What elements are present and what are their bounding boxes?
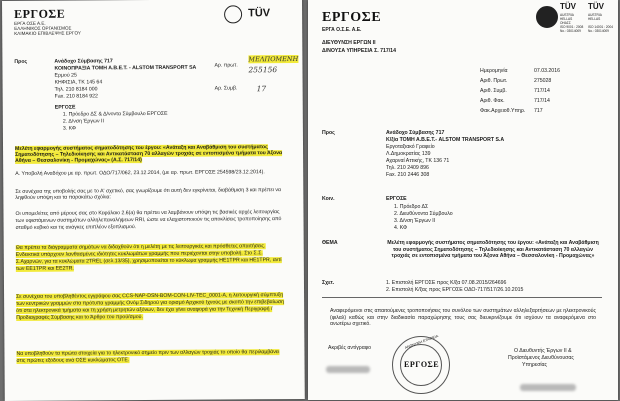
rel-line-2: 2. Επιστολή Κ/ξας προς ΕΡΓΟΣΕ ΟΔΟ-717/517/26.10.2015: [386, 287, 524, 293]
meta-label-protocol: Αριθ. Πρωτ.: [480, 78, 508, 84]
kin-label: Κοιν.: [322, 196, 335, 202]
org-line-2: ΕΛΛΗΝΙΚΟΣ ΟΡΓΑΝΙΣΜΟΣ: [14, 25, 72, 31]
redacted-signature: [520, 384, 576, 391]
paragraph-3: Θα πρέπει τα διάγραμματα σημάτων να διδαχθούν ότι η μελέτη με τις λειτουργικές και πρόσθετες απαιτήσεις. Ενδεικτικά υπάρχουν λανθασμένες ιδιότητες κυκλωμάτων γραμμής που περιέχονται στην υποβολή. Στο Σ.Σ. Σ.Αχαρνών, για τα κυκλώματα 2TREL (σελ.13/35), χρησιμοποιείται το κύκλωμα γραμμής HE1TPR και HE1TPR, αντί των ΕΕ1TPR και ΕΕ2TR.: [15, 243, 282, 272]
signature-line-3: Υπηρεσίας: [522, 362, 548, 368]
tuv-line-iso9001: ISO 9001 : 2008: [560, 25, 584, 29]
kin-line-2: 2. Δ/νση Έργων ΙΙ: [62, 118, 104, 125]
rel-label: Σχετ.: [322, 280, 335, 286]
tuv-line-no-2: No.: 03014009: [588, 29, 609, 33]
recipient-line-5: Αχαρναί Αττικής, ΤΚ 136 71: [386, 158, 450, 164]
meta-label-protocol: Αρ. πρωτ.: [214, 62, 238, 69]
stamp-text: ΕΡΓΟΣΕ: [404, 360, 440, 369]
paragraph-4: Σε συνέχεια του υποβληθέντος εγγράφου σας CCS-NAP-DSN-BOM-CON-LIV-TEC_0001-A, η λειτουργική σύμπτυξη των κεντρικών γραμμών στα πρότυπα γραμμής Ονόμ Σιδηρού για ορισμό Αρχικού Ιχνούς με σκοπό την επιβεβαίωση ότι στα ηλεκτρονικά τμήματα και τη χρήση μετρητών αξόνων, δεν έχει γίνει αναφορά για την Τεχνική Περιγραφή / Προδιαγραφές Σύμβασης και το Άρθρο του προϋ/σμού.: [16, 292, 284, 321]
tuv-line-hellas-2: HELLAS: [588, 17, 601, 21]
tuv-line-ohass: ΟΗΑΣΣ: [560, 21, 571, 25]
signature-line-2: Προϊστάμενος Διευθύνουσας: [508, 355, 574, 361]
certification-seal-icon: [224, 5, 242, 23]
subject-text: Μελέτη εφαρμογής συστήματος σηματοδότησης του έργου: «Ανάταξη και Αναβάθμιση του συστήματος Σηματοδότησης – Τηλεδιοίκησης και Αντικατάσταση 70 αλλαγών τροχιάς σε εντοπισμένα τμήματα του Άξονα Αθήνα – Θεσσαλονίκη - Προμαχώνας» (Α.Σ. 717/14): [15, 144, 283, 164]
meta-value-file: 717/14: [534, 98, 550, 104]
signature-line-1: Ο Διευθυντής Έργων ΙΙ &: [514, 348, 572, 354]
document-left: [2, 0, 305, 401]
recipient-line-2: ΚΟΙΝΟΠΡΑΞΙΑ ΤΟΜΗ Α.Β.Ε.Τ. - ALSTOM TRANSPORT SA: [54, 64, 197, 72]
kin-line-3: 3. ΚΦ: [62, 125, 77, 132]
meta-label-archive: Φακ.Αρχειοθ.Υπηρ.: [480, 108, 526, 114]
recipient-line-3: Ερμού 25: [54, 72, 77, 79]
meta-label-date: Ημερομηνία: [480, 68, 508, 74]
ergose-logo: ΕΡΓΟΣΕ: [14, 6, 66, 21]
theme-label: ΘΕΜΑ: [322, 240, 338, 246]
org-line-1: ΕΡΓΑ ΟΣΕ Α.Ε.: [14, 20, 46, 26]
kin-label: ΕΡΓΟΣΕ: [54, 104, 76, 111]
handwritten-name: ΜΕΛΠΟΜΕΝΗ: [248, 54, 299, 64]
meta-value-protocol: 275028: [534, 78, 552, 84]
tuv-mark: TÜV: [248, 7, 271, 20]
recipient-line-4: Λ.Δημοκρατίας 139: [386, 151, 431, 157]
meta-label-contract: Αριθ. Συμβ.: [480, 88, 507, 94]
reference-text: Α. Υποβολή Αναδόχου με αρ. πρωτ. ΟΔΟ/717/062, 23.12.2014, (με αρ. πρωτ. ΕΡΓΟΣΕ 254598/23.12.2014).: [15, 169, 265, 177]
paragraph-2: Οι υπομελέτες από μέρους σας στο Κεφάλαιο 2.6(a) θα πρέπει να λαμβάνουν υπόψη τις βασικές αρχές λειτουργίας των υφιστάμενων συστημάτων αλληλεπαναλήψεων RRI, ώστε να ελαχιστοποιούν τις αποκλίσεις τροποποίησης από σταθμό κυβικό και τις ανάγκες επιπλέον εξοπλισμού.: [15, 209, 282, 231]
rel-line-1: 1. Επιστολή ΕΡΓΟΣΕ προς Κ/ξα 07.08.2015/264696: [386, 280, 507, 286]
meta-value-date: 07.03.2016: [534, 68, 560, 74]
kin-line-4: 4. ΚΦ: [394, 225, 408, 231]
pros-label: Προς: [322, 130, 335, 136]
handwritten-contract: 17: [256, 84, 267, 94]
dept-line-1: ΔΙΕΥΘΥΝΣΗ ΕΡΓΩΝ ΙΙ: [322, 40, 376, 46]
meta-label-contract: Αρ. Συμβ.: [214, 85, 238, 92]
tuv-line-hellas: HELLAS: [560, 17, 573, 21]
closing-text: Ακριβές αντίγραφο: [328, 345, 371, 351]
recipient-line-3: Εργοταξιακό Γραφείο: [386, 144, 435, 150]
theme-text: Μελέτη εφαρμογής συστήματος σηματοδότησης του έργου: «Ανάταξη και Αναβάθμιση του συστήματος Σηματοδότησης – Τηλεδιοίκησης και Αντικατάσταση 70 αλλαγών τροχιάς σε εντοπισμένα τμήματα του Άξονα Αθήνα – Θεσσαλονίκη - Προμαχώνας»: [387, 240, 599, 260]
meta-value-archive: 717: [534, 108, 543, 114]
recipient-line-4: ΚΗΦΙΣΙΑ, ΤΚ 145 64: [54, 79, 103, 86]
org-line-3: ΚΛΙΜΑΚΙΟ ΕΠΙΒΛΕΨΗΣ ΕΡΓΟΥ: [14, 30, 82, 36]
dept-line-2: Δ/ΝΟΥΣΑ ΥΠΗΡΕΣΙΑ Σ. 717/14: [322, 48, 396, 54]
recipient-line-6: Τηλ. 210 2409 896: [386, 165, 429, 171]
certification-seal-icon: [536, 6, 558, 28]
kin-line-3: 3. Δ/νση Έργων ΙΙ: [394, 218, 436, 224]
paragraph-5: Να υποβληθούν τα πρώτα στοιχεία για το ηλεκτρονικό σημείο πριν των αλλαγών τροχιάς το οποίο θα περιλαμβάνει στις πρώτες εξόδους ανά ΟΣΕ κυκλώματος ΟΤΕ.: [16, 349, 280, 364]
pros-label: Προς: [14, 58, 28, 65]
tuv-line-iso14001: ISO 14001 : 2004: [588, 25, 613, 29]
kin-line-1: 1. Πρόεδρο ΔΣ: [394, 204, 429, 210]
stamp-ring-text: ΑΝΩΝΥΜΗ ΕΤΑΙΡΕΙΑ: [404, 334, 439, 350]
redacted-name: [326, 366, 370, 373]
handwritten-protocol: 255156: [248, 65, 278, 75]
tuv-mark-1: TÜV: [560, 2, 576, 11]
kin-head: ΕΡΓΟΣΕ: [386, 196, 407, 202]
recipient-line-6: Fax. 210 8184 922: [54, 93, 98, 100]
body-text: Αναφερόμενοι στις απαιτούμενες τροποποιήσεις του συνόλου των συστημάτων αλληλεξαρτήσεων με ηλεκτρονικούς (φιλαλ) καθώς και στην διαδικασία παραχώρησης τους σας διευκρινίζουμε ότι ισχύουν τα αναφερόμενα στο ανωτέρω σχετικό.: [330, 308, 596, 328]
recipient-line-2: Κ/ξία ΤΟΜΗ Α.Β.Ε.Τ.- ALSTOM TRANSPORT S.A: [386, 137, 505, 143]
meta-label-file: Αριθ. Φακ.: [480, 98, 505, 104]
recipient-line-1: Ανάδοχο Σύμβασης 717: [386, 130, 445, 136]
paragraph-1: Σε συνέχεια της υποβολής σας με το Α' σχετικό, σας γνωρίζουμε ότι αυτή δεν εγκρίνεται, διαβάθμιση 3 και πρέπει να ληφθούν υπόψη και τα παρακάτω σχόλια:: [15, 187, 281, 201]
tuv-line-austria: AUSTRIA: [560, 13, 574, 17]
kin-line-1: 1. Πρόεδρο ΔΣ & Δ/νοντα Σύμβουλο ΕΡΓΟΣΕ: [62, 110, 168, 118]
kin-line-2: 2. Διευθύνοντα Σύμβουλο: [394, 211, 453, 217]
tuv-mark-2: TÜV: [588, 2, 604, 11]
recipient-line-5: Τηλ. 210 8184 000: [54, 86, 98, 93]
ergose-logo: ΕΡΓΟΣΕ: [322, 10, 382, 25]
tuv-line-no-1: No.: 03014009: [560, 29, 581, 33]
recipient-line-7: Fax. 210 2446 308: [386, 172, 430, 178]
meta-value-contract: 717/14: [534, 88, 550, 94]
document-right: [308, 0, 618, 400]
divider: [322, 297, 602, 298]
org-name: ΕΡΓΑ Ο.Σ.Ε. Α.Ε.: [322, 27, 362, 33]
tuv-line-austria-2: AUSTRIA: [588, 13, 602, 17]
recipient-line-1: Ανάδοχο Σύμβασης 717: [54, 58, 113, 65]
